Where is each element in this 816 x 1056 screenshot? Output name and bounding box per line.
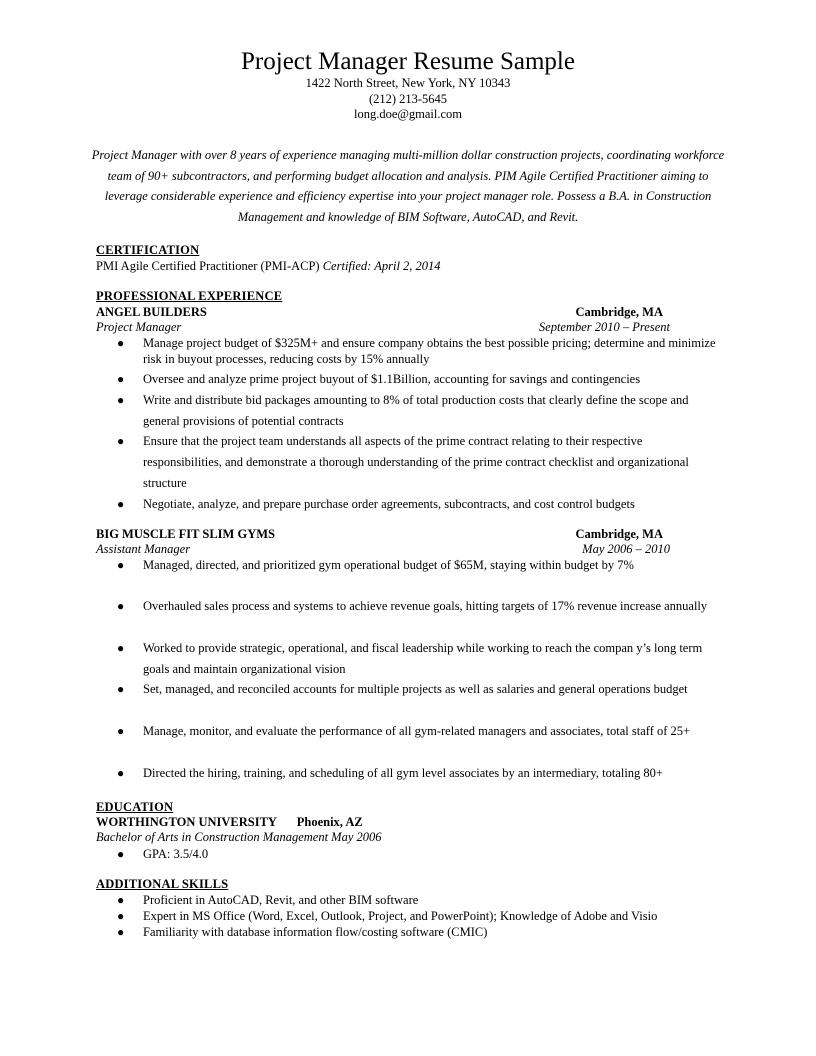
education-heading: EDUCATION [96,800,174,814]
school-location: Phoenix, AZ [296,815,363,829]
bullet-icon: ● [117,847,125,861]
certification-date: Certified: April 2, 2014 [322,259,441,273]
job-1-location: Cambridge, MA [575,305,663,319]
bullet-icon: ● [117,558,125,572]
bullet-icon: ● [117,393,125,407]
job-1-bullet-3: Write and distribute bid packages amounting to 8% of total production costs that clearly define the scope and general provisions of potential contracts [143,393,689,428]
contact-email: long.doe@gmail.com [353,107,463,121]
contact-address: 1422 North Street, New York, NY 10343 [305,76,511,90]
job-1-bullet-2: Oversee and analyze prime project buyout of $1.1Billion, accounting for savings and contingencies [143,372,641,386]
bullet-icon: ● [117,434,125,448]
job-1-bullet-1: Manage project budget of $325M+ and ensure company obtains the best possible pricing; determine and minimize risk in buyout processes, reducing costs by 15% annually [143,336,716,366]
professional-summary: Project Manager with over 8 years of experience managing multi-million dollar construction projects, coordinating workforce team of 90+ subcontractors, and performing budget allocation and analysis. PIM Agile Certified Practitioner aiming to leverage considerable experience and efficiency expertise into your project manager role. Possess a B.A. in Construction Management and knowledge of BIM Software, AutoCAD, and Revit. [91,148,725,224]
education-entry [96,815,363,830]
job-2-location: Cambridge, MA [575,527,663,541]
skill-2: Expert in MS Office (Word, Excel, Outlook, Project, and PowerPoint); Knowledge of Adobe and Visio [143,909,658,923]
bullet-icon: ● [117,766,125,780]
bullet-icon: ● [117,893,125,907]
bullet-icon: ● [117,724,125,738]
job-2-dates: May 2006 – 2010 [582,542,670,556]
job-2-bullet-3: Worked to provide strategic, operational, and fiscal leadership while working to reach the compan y’s long term goals and maintain organizational vision [143,641,703,676]
school-name: WORTHINGTON UNIVERSITY [96,815,277,829]
bullet-icon: ● [117,336,125,350]
certification-entry [96,259,441,274]
bullet-icon: ● [117,682,125,696]
certification-name: PMI Agile Certified Practitioner (PMI-ACP) [96,259,320,273]
job-2-bullet-5: Manage, monitor, and evaluate the performance of all gym-related managers and associates, total staff of 25+ [143,724,691,738]
contact-phone: (212) 213-5645 [368,92,448,106]
job-1-bullet-5: Negotiate, analyze, and prepare purchase order agreements, subcontracts, and cost control budgets [143,497,635,511]
bullet-icon: ● [117,925,125,939]
job-2-role: Assistant Manager [96,542,191,556]
gpa: GPA: 3.5/4.0 [143,847,209,861]
job-1-dates: September 2010 – Present [538,320,670,334]
bullet-icon: ● [117,497,125,511]
experience-heading: PROFESSIONAL EXPERIENCE [96,289,283,303]
job-2-bullet-6: Directed the hiring, training, and scheduling of all gym level associates by an intermediary, totaling 80+ [143,766,663,780]
certification-heading: CERTIFICATION [96,243,200,257]
skill-1: Proficient in AutoCAD, Revit, and other BIM software [143,893,419,907]
bullet-icon: ● [117,641,125,655]
job-2-bullet-4: Set, managed, and reconciled accounts for multiple projects as well as salaries and general operations budget [143,682,688,696]
resume-title: Project Manager Resume Sample [241,48,575,75]
bullet-icon: ● [117,599,125,613]
job-1-company: ANGEL BUILDERS [96,305,207,319]
job-1-role: Project Manager [96,320,182,334]
degree: Bachelor of Arts in Construction Management May 2006 [96,830,382,844]
bullet-icon: ● [117,909,125,923]
job-2-bullet-2: Overhauled sales process and systems to achieve revenue goals, hitting targets of 17% revenue increase annually [143,599,708,613]
job-1-bullet-4: Ensure that the project team understands all aspects of the prime contract relating to their respective responsibilities, and demonstrate a thorough understanding of the prime contract checklist and organizational structure [143,434,689,490]
skills-heading: ADDITIONAL SKILLS [96,877,229,891]
job-2-company: BIG MUSCLE FIT SLIM GYMS [96,527,275,541]
skill-3: Familiarity with database information flow/costing software (CMIC) [143,925,488,939]
bullet-icon: ● [117,372,125,386]
job-2-bullet-1: Managed, directed, and prioritized gym operational budget of $65M, staying within budget by 7% [143,558,634,572]
